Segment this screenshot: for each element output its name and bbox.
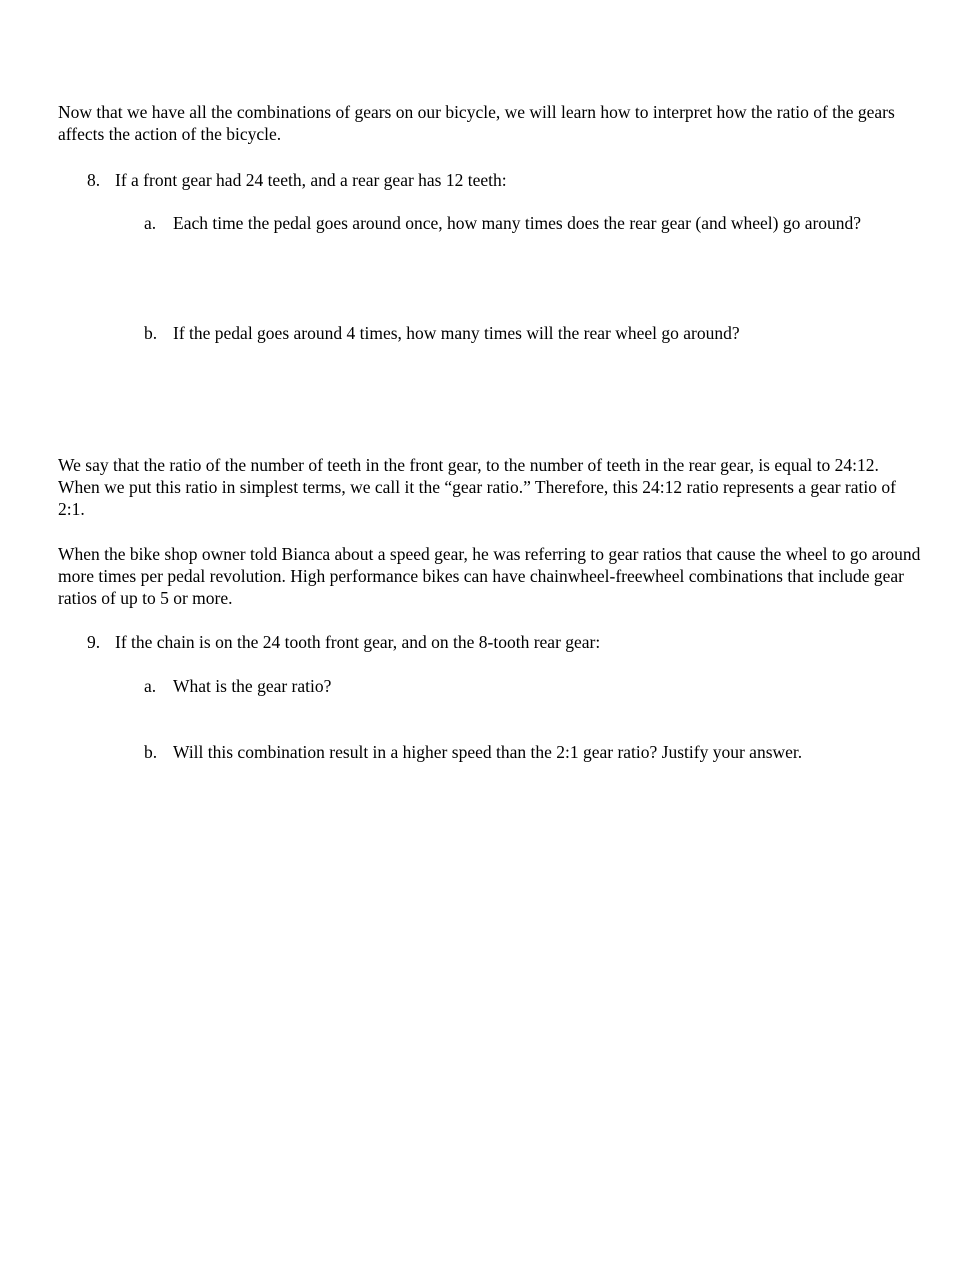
gear-ratio-paragraph: We say that the ratio of the number of teeth in the front gear, to the number of teeth in the rear gear, is equal to 24:12. When we put this ratio in simplest terms, we call it the “gear ratio.” Therefore, this 24:12 ratio represents a gear ratio of 2:1. [58, 455, 896, 519]
question-number: 9. [87, 632, 101, 652]
subquestion-text: Each time the pedal goes around once, how many times does the rear gear (and wheel) go around? [173, 213, 862, 233]
subquestion-text: If the pedal goes around 4 times, how many times will the rear wheel go around? [173, 323, 740, 343]
subquestion-letter: a. [144, 676, 157, 696]
intro-paragraph: Now that we have all the combinations of gears on our bicycle, we will learn how to interpret how the ratio of the gears affects the action of the bicycle. [58, 102, 895, 144]
subquestion-text: What is the gear ratio? [173, 676, 332, 696]
question-text: If a front gear had 24 teeth, and a rear gear has 12 teeth: [115, 170, 507, 190]
speed-gear-paragraph: When the bike shop owner told Bianca about a speed gear, he was referring to gear ratios that cause the wheel to go around more times per pedal revolution. High performance bikes can have chainwheel-freewheel combinations that include gear ratios of up to 5 or more. [58, 544, 921, 608]
subquestion-text: Will this combination result in a higher speed than the 2:1 gear ratio? Justify your answer. [173, 742, 803, 762]
question-number: 8. [87, 170, 101, 190]
subquestion-letter: b. [144, 323, 158, 343]
subquestion-letter: a. [144, 213, 157, 233]
question-text: If the chain is on the 24 tooth front gear, and on the 8-tooth rear gear: [115, 632, 601, 652]
subquestion-letter: b. [144, 742, 158, 762]
